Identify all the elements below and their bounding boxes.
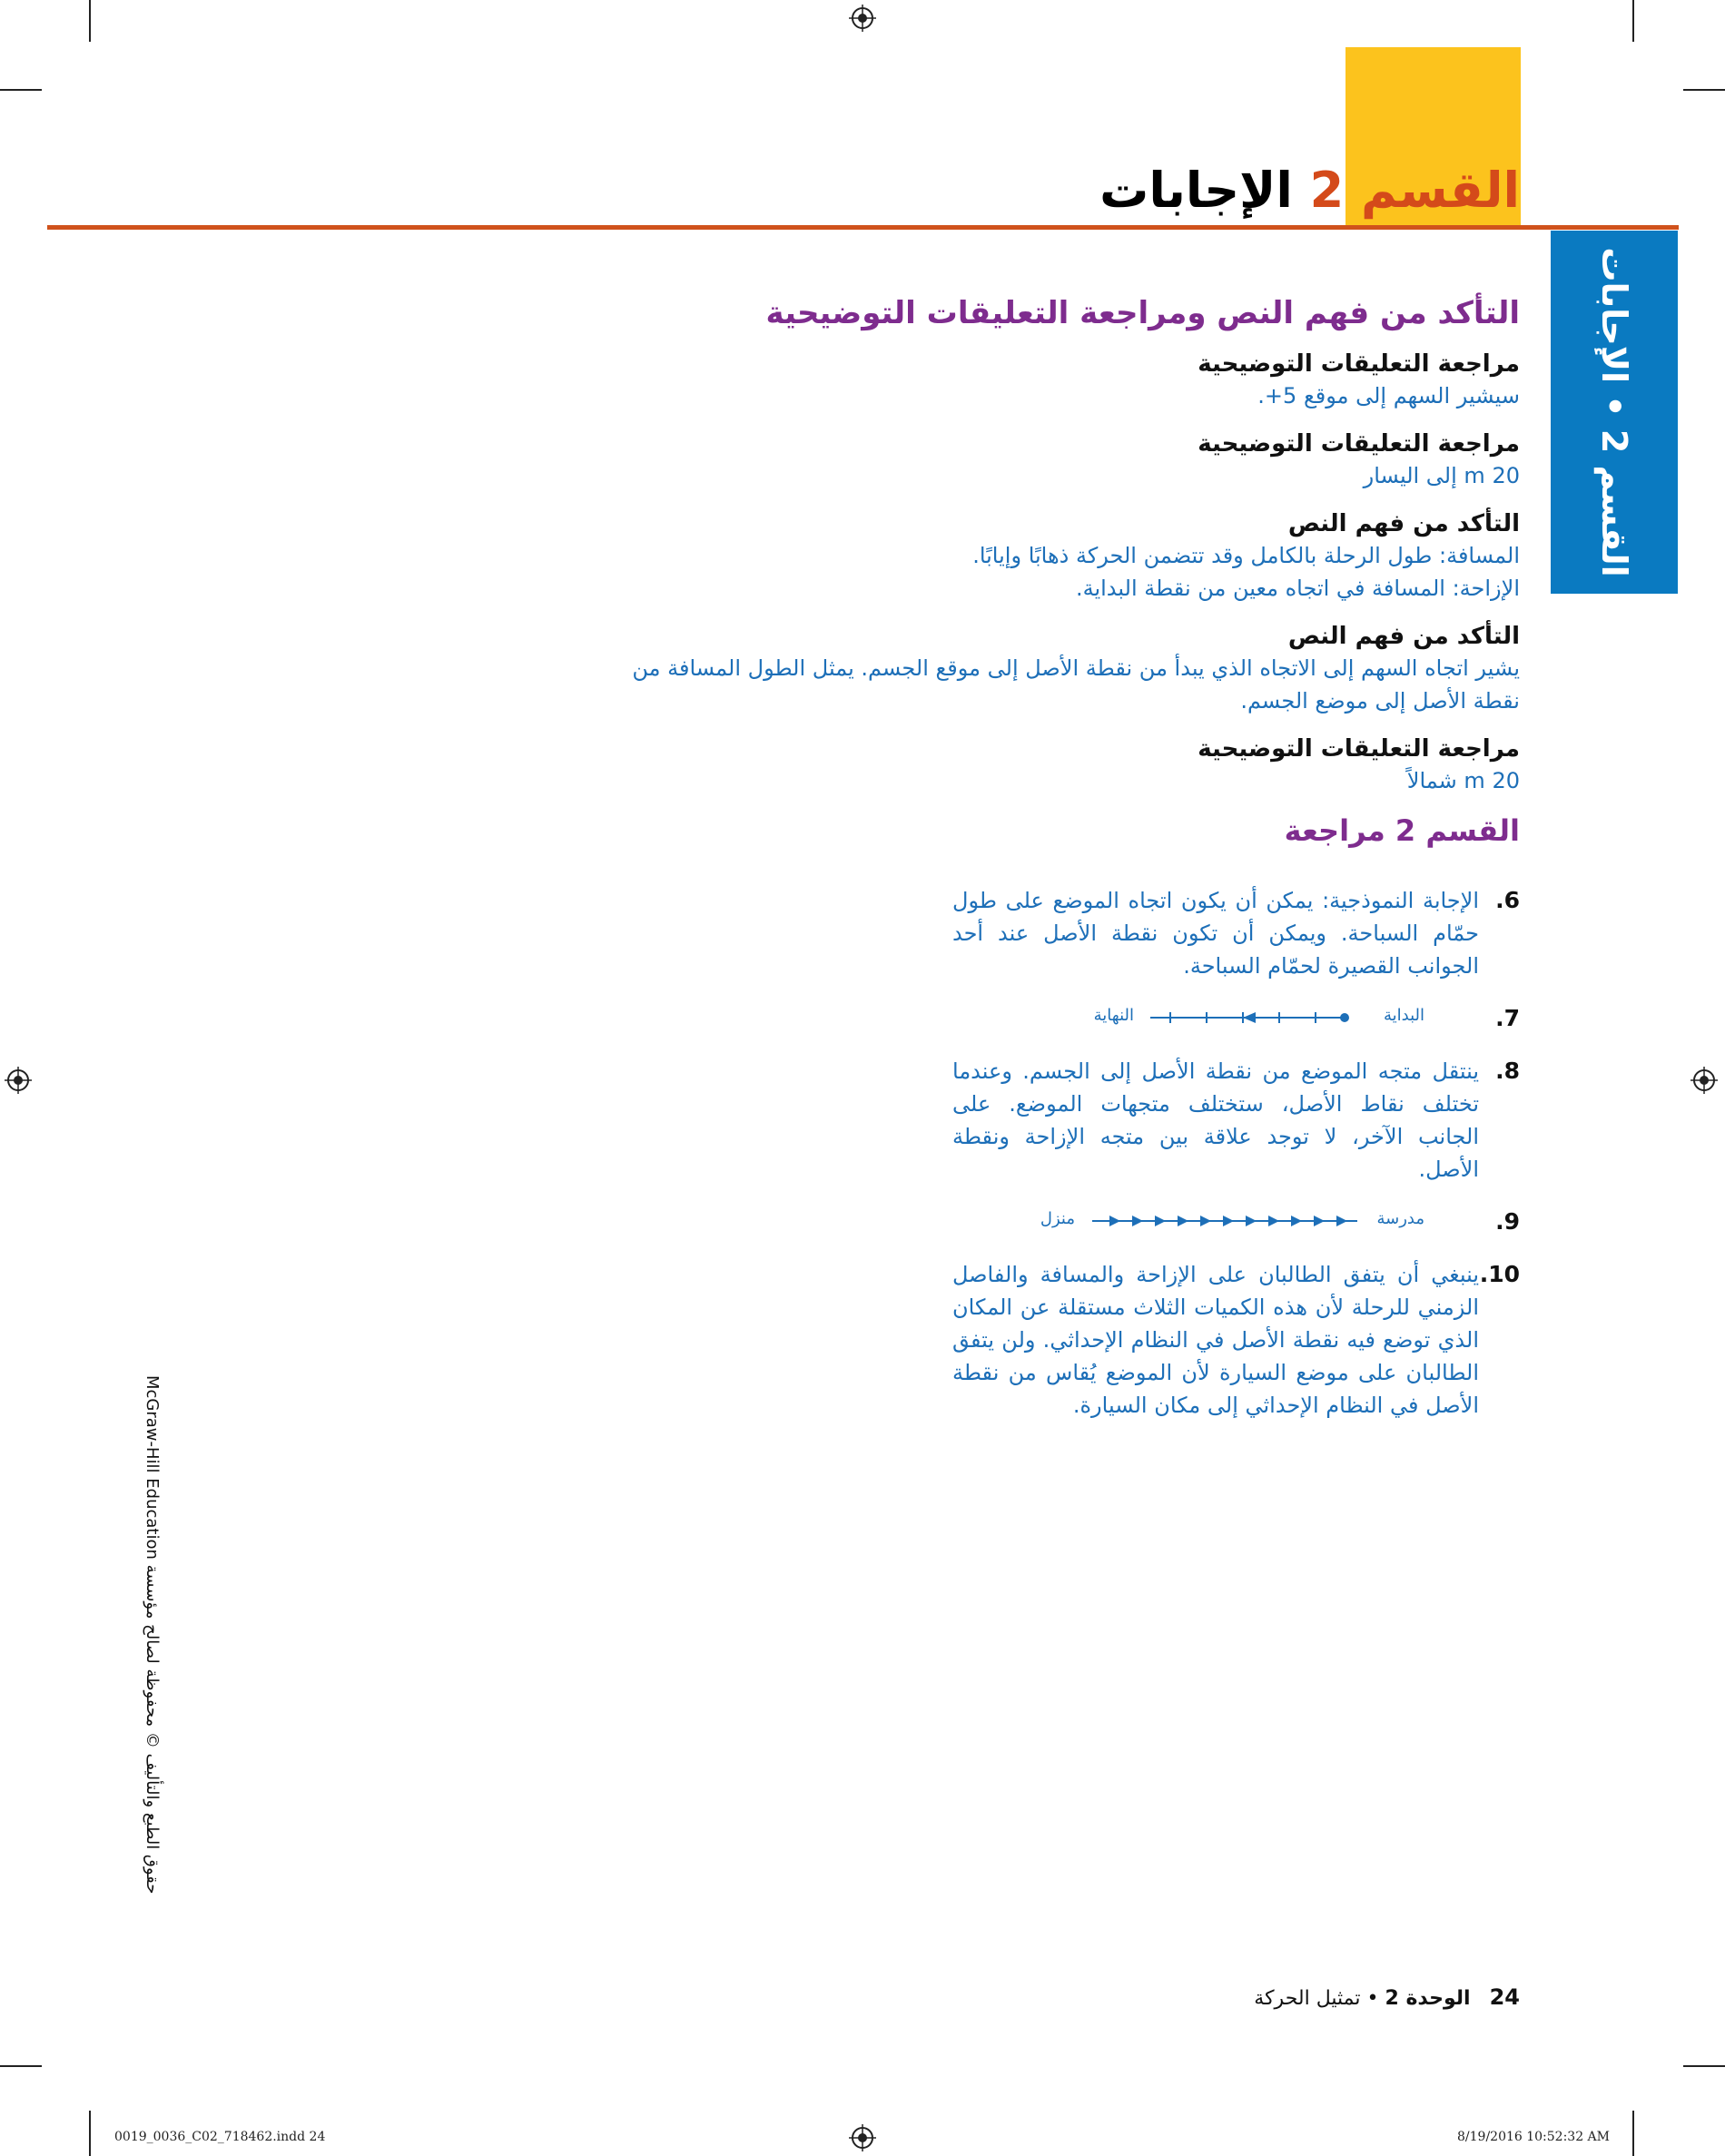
section-heading: التأكد من فهم النص ومراجعة التعليقات التوضيحية [765,295,1520,331]
question-number: 6. [1495,887,1520,913]
answer-block [630,508,1520,605]
start-label: مدرسة [1376,1209,1424,1228]
end-label: النهاية [1093,1006,1134,1025]
section-number: 2 [1309,162,1345,219]
vector-diagram [952,1204,1479,1240]
end-label: منزل [1040,1209,1075,1228]
registration-mark-icon [849,5,876,32]
date-slug: 8/19/2016 10:52:32 AM [1457,2130,1611,2144]
question-answer: الإجابة النموذجية: يمكن أن يكون اتجاه الموضع على طول حمّام السباحة. ويمكن أن تكون نقطة الأصل عند أحد الجوانب القصيرة لحمّام السباحة. [952,888,1479,979]
block-title: مراجعة التعليقات التوضيحية [1198,430,1520,458]
answer-block [630,349,1520,412]
question-item [630,884,1520,982]
block-answer: 20 m شمالاً [1406,768,1520,793]
crop-mark [89,2111,91,2156]
block-answer: يشير اتجاه السهم إلى الاتجاه الذي يبدأ من نقطة الأصل إلى موقع الجسم. يمثل الطول المسافة من نقطة الأصل إلى موضع الجسم. [632,655,1520,714]
answer-block [630,428,1520,492]
page-title [1099,162,1520,219]
start-label: البداية [1383,1006,1424,1025]
main-content [630,292,1520,1440]
block-title: التأكد من فهم النص [1287,623,1520,650]
question-list [630,884,1520,1422]
registration-mark-icon [849,2124,876,2151]
crop-mark [1683,89,1725,91]
vector-diagram [952,1000,1479,1037]
block-title: مراجعة التعليقات التوضيحية [1198,735,1520,763]
side-tab [1551,231,1678,594]
copyright-notice: حقوق الطبع والتأليف © محفوظة لصالح مؤسسة McGraw-Hill Education [143,1375,162,1895]
question-answer: ينتقل متجه الموضع من نقطة الأصل إلى الجسم. وعندما تختلف نقاط الأصل، ستختلف متجهات الموضع. على الجانب الآخر، لا توجد علاقة بين متجه الإزاحة ونقطة الأصل. [952,1058,1479,1182]
section-word: القسم [1361,162,1520,219]
page-footer [1254,1984,1520,2010]
block-answer: المسافة: طول الرحلة بالكامل وقد تتضمن الحركة ذهابًا وإيابًا. [972,543,1520,568]
registration-mark-icon [1690,1067,1718,1094]
displacement-arrow-icon [1143,1004,1352,1031]
block-answer: سيشير السهم إلى موقع 5+. [1257,383,1520,409]
question-answer: ينبغي أن يتفق الطالبان على الإزاحة والمسافة والفاصل الزمني للرحلة لأن هذه الكميات الثلاث مستقلة عن المكان الذي توضع فيه نقطة الأصل في النظام الإحداثي. ولن يتفق الطالبان على موضع السيارة لأن الموضع يُقاس من نقطة الأصل في النظام الإحداثي إلى مكان السيارة. [952,1262,1479,1418]
side-tab-label: القسم 2 • الإجابات [1594,247,1634,577]
question-number: 8. [1495,1058,1520,1084]
question-number: 7. [1495,1005,1520,1031]
registration-mark-icon [5,1067,32,1094]
question-item [630,1055,1520,1186]
crop-mark [1683,2065,1725,2067]
footer-separator: • [1366,1987,1379,2010]
crop-mark [1632,0,1634,42]
answer-block [630,621,1520,717]
header-divider [47,225,1679,230]
crop-mark [1632,2111,1634,2156]
block-answer: الإزاحة: المسافة في اتجاه معين من نقطة البداية. [1075,576,1520,601]
review-title: القسم 2 مراجعة [1284,813,1520,848]
crop-mark [89,0,91,42]
unit-label: الوحدة 2 [1385,1987,1471,2010]
page-number: 24 [1489,1984,1520,2010]
title-word: الإجابات [1099,162,1293,219]
crop-mark [0,89,42,91]
unit-title: تمثيل الحركة [1254,1987,1361,2010]
question-number: 10. [1479,1261,1520,1287]
question-item [630,1258,1520,1422]
file-slug: 0019_0036_C02_718462.indd 24 [114,2130,326,2144]
question-item [630,1204,1520,1240]
question-item [630,1000,1520,1037]
block-title: التأكد من فهم النص [1287,510,1520,537]
block-answer: 20 m إلى اليسار [1363,463,1520,488]
answer-block [630,733,1520,797]
block-title: مراجعة التعليقات التوضيحية [1198,350,1520,378]
crop-mark [0,2065,42,2067]
chain-arrows-icon [1089,1207,1361,1235]
question-number: 9. [1495,1208,1520,1235]
